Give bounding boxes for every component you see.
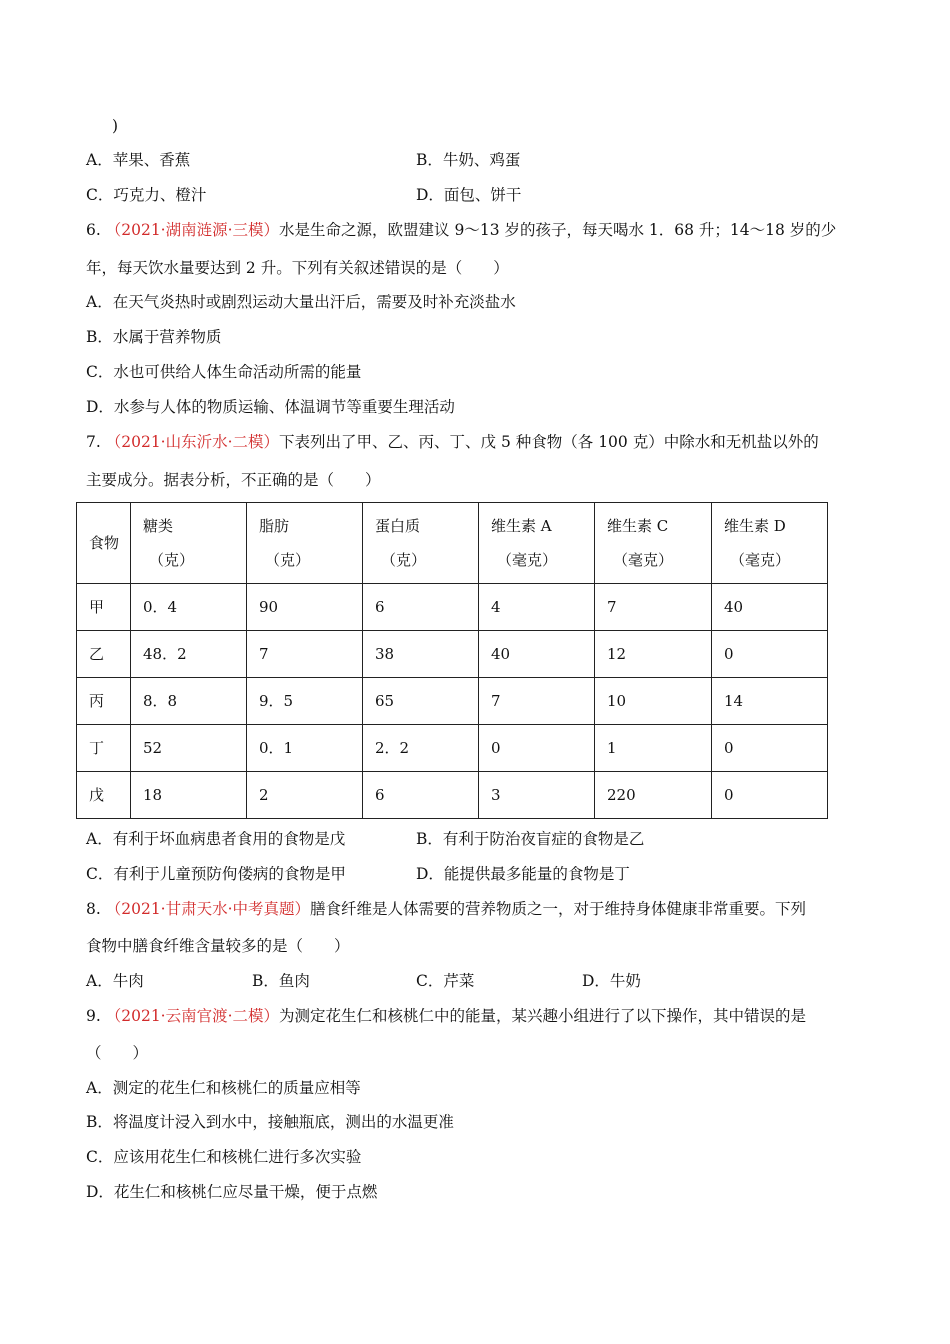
header-cell: 蛋白质 （克） xyxy=(363,503,479,584)
table-cell: 9．5 xyxy=(247,678,363,725)
table-cell: 10 xyxy=(595,678,712,725)
q8-number: 8. xyxy=(86,900,101,918)
table-cell: 乙 xyxy=(77,631,131,678)
table-cell: 40 xyxy=(712,584,828,631)
q7-option-d: D．能提供最多能量的食物是丁 xyxy=(416,865,630,883)
q6-option-d: D．水参与人体的物质运输、体温调节等重要生理活动 xyxy=(86,398,455,416)
header-cell: 维生素 C （毫克） xyxy=(595,503,712,584)
header-cell: 食物 xyxy=(77,503,131,584)
table-cell: 40 xyxy=(479,631,595,678)
table-cell: 0．4 xyxy=(131,584,247,631)
table-row xyxy=(77,631,828,678)
table-cell: 0．1 xyxy=(247,725,363,772)
q5-option-d: D．面包、饼干 xyxy=(416,186,522,204)
table-cell: 12 xyxy=(595,631,712,678)
q6-number: 6. xyxy=(86,221,101,239)
table-cell: 4 xyxy=(479,584,595,631)
table-cell: 14 xyxy=(712,678,828,725)
q7-source: （2021·山东沂水·二模） xyxy=(105,433,280,451)
q9-stem-line1 xyxy=(86,1006,806,1026)
q8-option-c: C．芹菜 xyxy=(416,972,475,990)
q6-source: （2021·湖南涟源·三模） xyxy=(105,221,280,239)
header-cell: 维生素 D （毫克） xyxy=(712,503,828,584)
table-cell: 38 xyxy=(363,631,479,678)
table-cell: 7 xyxy=(479,678,595,725)
q7-stem-line1 xyxy=(86,432,819,452)
q7-option-c: C．有利于儿童预防佝偻病的食物是甲 xyxy=(86,865,346,883)
q9-option-b: B．将温度计浸入到水中，接触瓶底，测出的水温更准 xyxy=(86,1113,454,1131)
table-cell: 48．2 xyxy=(131,631,247,678)
header-cell: 维生素 A （毫克） xyxy=(479,503,595,584)
table-header-row xyxy=(77,503,828,584)
q7-number: 7. xyxy=(86,433,101,451)
q9-source: （2021·云南官渡·二模） xyxy=(105,1007,280,1025)
table-cell: 8．8 xyxy=(131,678,247,725)
q9-text1: 为测定花生仁和核桃仁中的能量，某兴趣小组进行了以下操作，其中错误的是 xyxy=(279,1007,807,1025)
q6-option-b: B．水属于营养物质 xyxy=(86,328,222,346)
table-cell: 丁 xyxy=(77,725,131,772)
q7-option-a: A．有利于坏血病患者食用的食物是戊 xyxy=(86,830,346,848)
table-cell: 1 xyxy=(595,725,712,772)
table-row xyxy=(77,584,828,631)
table-cell: 220 xyxy=(595,772,712,819)
q6-stem-line2: 年，每天饮水量要达到 2 升。下列有关叙述错误的是（ ） xyxy=(86,259,509,277)
table-cell: 52 xyxy=(131,725,247,772)
table-cell: 戊 xyxy=(77,772,131,819)
table-row xyxy=(77,772,828,819)
table-cell: 6 xyxy=(363,584,479,631)
q5-paren: ) xyxy=(112,117,119,135)
table-cell: 丙 xyxy=(77,678,131,725)
q6-text1: 水是生命之源，欧盟建议 9～13 岁的孩子，每天喝水 1．68 升；14～18 岁的少 xyxy=(279,221,837,239)
table-cell: 6 xyxy=(363,772,479,819)
q8-source: （2021·甘肃天水·中考真题） xyxy=(105,900,311,918)
q6-stem-line1 xyxy=(86,220,836,240)
q8-option-a: A．牛肉 xyxy=(86,972,144,990)
q5-option-c: C．巧克力、橙汁 xyxy=(86,186,207,204)
table-cell: 0 xyxy=(712,725,828,772)
q7-text1: 下表列出了甲、乙、丙、丁、戊 5 种食物（各 100 克）中除水和无机盐以外的 xyxy=(279,433,819,451)
q7-stem-line2: 主要成分。据表分析，不正确的是（ ） xyxy=(86,471,381,489)
table-cell: 0 xyxy=(479,725,595,772)
table-cell: 90 xyxy=(247,584,363,631)
q9-option-a: A．测定的花生仁和核桃仁的质量应相等 xyxy=(86,1079,361,1097)
q6-option-a: A．在天气炎热时或剧烈运动大量出汗后，需要及时补充淡盐水 xyxy=(86,293,516,311)
table-cell: 7 xyxy=(595,584,712,631)
table-cell: 18 xyxy=(131,772,247,819)
q8-option-b: B．鱼肉 xyxy=(252,972,310,990)
q8-option-d: D．牛奶 xyxy=(582,972,641,990)
q5-option-a: A．苹果、香蕉 xyxy=(86,151,191,169)
table-row xyxy=(77,725,828,772)
table-cell: 65 xyxy=(363,678,479,725)
table-cell: 0 xyxy=(712,631,828,678)
q9-number: 9. xyxy=(86,1007,101,1025)
table-row xyxy=(77,678,828,725)
q8-text1: 膳食纤维是人体需要的营养物质之一，对于维持身体健康非常重要。下列 xyxy=(310,900,807,918)
q8-stem-line1 xyxy=(86,899,806,919)
q7-option-b: B．有利于防治夜盲症的食物是乙 xyxy=(416,830,645,848)
q6-option-c: C．水也可供给人体生命活动所需的能量 xyxy=(86,363,362,381)
table-cell: 3 xyxy=(479,772,595,819)
table-cell: 甲 xyxy=(77,584,131,631)
q9-option-d: D．花生仁和核桃仁应尽量干燥，便于点燃 xyxy=(86,1183,378,1201)
header-cell: 脂肪 （克） xyxy=(247,503,363,584)
q8-stem-line2: 食物中膳食纤维含量较多的是（ ） xyxy=(86,937,350,955)
table-cell: 0 xyxy=(712,772,828,819)
table-cell: 2．2 xyxy=(363,725,479,772)
table-cell: 2 xyxy=(247,772,363,819)
q5-option-b: B．牛奶、鸡蛋 xyxy=(416,151,521,169)
table-cell: 7 xyxy=(247,631,363,678)
header-cell: 糖类 （克） xyxy=(131,503,247,584)
nutrient-table xyxy=(76,502,828,819)
q9-option-c: C．应该用花生仁和核桃仁进行多次实验 xyxy=(86,1148,362,1166)
q9-stem-line2: （ ） xyxy=(86,1044,149,1062)
